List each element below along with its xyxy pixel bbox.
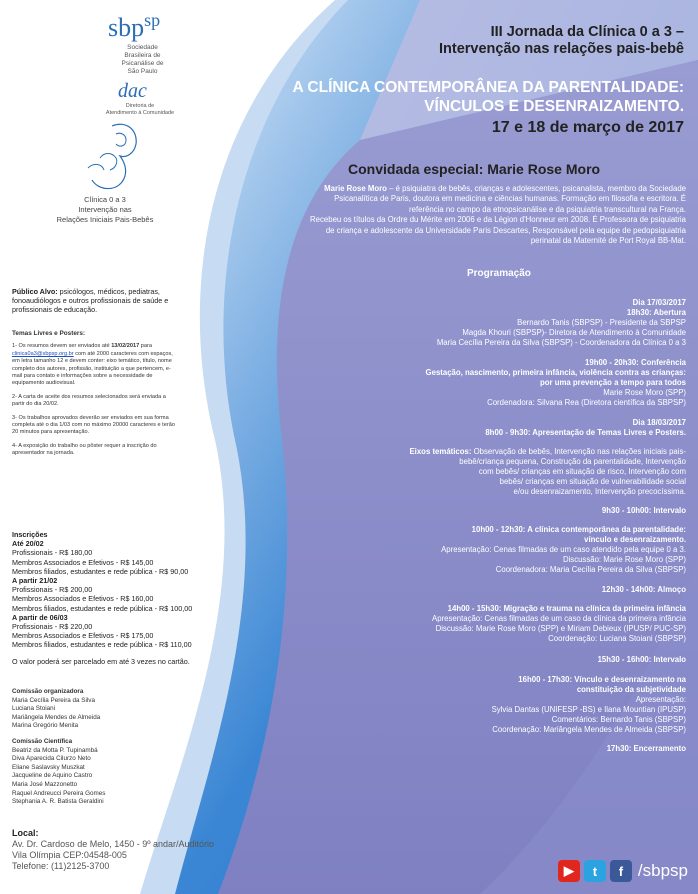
- themes-text: para: [139, 343, 152, 350]
- registration-info: [12, 530, 242, 666]
- committee-member: Jacqueline de Aquino Castro: [12, 772, 93, 780]
- program-day: Dia 17/03/2017: [632, 298, 686, 307]
- event-title: [304, 24, 684, 58]
- event-theme-line2: VÍNCULOS E DESENRAIZAMENTO.: [424, 98, 684, 115]
- program-time: 15h30 - 16h00: Intervalo: [597, 655, 686, 664]
- program-day: Dia 18/03/2017: [632, 418, 686, 427]
- program-line: por uma prevenção a tempo para todos: [539, 378, 686, 388]
- venue: [12, 828, 272, 872]
- guest-name: Marie Rose Moro: [324, 184, 387, 193]
- social-handle[interactable]: /sbpsp: [637, 861, 688, 880]
- program-day1-opening: [326, 298, 686, 348]
- program-session1: [326, 525, 686, 575]
- committee-member: Mariângela Mendes de Almeida: [12, 713, 101, 721]
- guest-bio-line: perinatal da Maternité de Port Royal BB-Mat.: [530, 236, 686, 246]
- program-line: bebê/criança pequena, Construção da parentalidade, Intervenção: [459, 457, 686, 467]
- committees: [12, 688, 162, 807]
- program-time: 14h00 - 15h30: Migração e trauma na clínica da primeira infância: [447, 604, 686, 613]
- program-line: Apresentação: Cenas filmadas de um caso da clínica da primeira infância: [432, 614, 686, 624]
- dac-line: Atendimento à Comunidade: [105, 110, 175, 116]
- themes-rules: [12, 330, 177, 462]
- dac-logo: dac: [118, 80, 147, 102]
- twitter-icon[interactable]: t: [584, 860, 606, 882]
- program-line: Gestação, nascimento, primeira infância, violência contra as crianças:: [425, 368, 686, 378]
- event-theme-line1: A CLÍNICA CONTEMPORÂNEA DA PARENTALIDADE:: [292, 79, 684, 96]
- logo-sp-text: sp: [144, 10, 161, 30]
- themes-title: Temas Livres e Posters:: [12, 330, 86, 337]
- program-line: Discussão: Marie Rose Moro (SPP): [562, 555, 686, 565]
- program-line: vínculo e desenraizamento.: [584, 535, 686, 545]
- program-time: 9h30 - 10h00: Intervalo: [601, 506, 686, 515]
- program-line: Observação de bebês, Intervenção nas relações iniciais pais-: [471, 447, 686, 456]
- registration-title: Inscrições: [12, 530, 48, 539]
- program-line: bebês/ crianças em situação de vulnerabilidade social: [499, 477, 686, 487]
- price-line: Profissionais - R$ 220,00: [12, 622, 93, 632]
- installments-note: O valor poderá ser parcelado em até 3 vezes no cartão.: [12, 656, 190, 666]
- youtube-icon[interactable]: ▶: [558, 860, 580, 882]
- sbpsp-logo: [108, 10, 160, 43]
- program-time: 16h00 - 17h30: Vínculo e desenraizamento na: [518, 675, 686, 684]
- price-line: Membros Associados e Efetivos - R$ 145,00: [12, 557, 154, 567]
- program-line: Comentários: Bernardo Tanis (SBPSP): [551, 715, 686, 725]
- society-line: São Paulo: [127, 68, 158, 75]
- society-line: Brasileira de: [124, 52, 161, 59]
- committee-member: Eliane Saslavsky Muszkat: [12, 763, 85, 771]
- price-line: Membros Associados e Efetivos - R$ 160,00: [12, 594, 154, 604]
- society-line: Psicanálise de: [121, 60, 164, 67]
- guest-bio-line: de criança e adolescente da Universidade Paris Descartes, Responsável pela equipe de pedopsiquiatria: [325, 225, 686, 235]
- event-theme: [264, 78, 684, 116]
- program-session3: [326, 675, 686, 736]
- event-title-line1: III Jornada da Clínica 0 a 3 –: [490, 24, 684, 40]
- guest-bio-line: referência no campo da etnopsicanálise e da psiquiatria transcultural na França.: [409, 204, 686, 214]
- committee-member: Luciana Stoiani: [12, 705, 56, 713]
- venue-address: Av. Dr. Cardoso de Melo, 1450 - 9º andar/Auditório: [12, 839, 215, 849]
- venue-phone: Telefone: (11)2125-3700: [12, 861, 110, 871]
- program-line: Discussão: Marie Rose Moro (SPP) e Miriam Debieux (IPUSP/ PUC-SP): [435, 624, 686, 634]
- program-line: Marie Rose Moro (SPP): [603, 388, 686, 398]
- themes-item: 3- Os trabalhos aprovados deverão ser enviados em sua forma completa até o dia 1/03 com no máximo 20000 caracteres e terão 20 minutos para apresentação.: [12, 414, 175, 436]
- program-interval2: [326, 655, 686, 665]
- themes-text: 1- Os resumos devem ser enviados até: [12, 343, 110, 350]
- program-line: Coordenação: Mariângela Mendes de Almeida (SBPSP): [492, 725, 686, 735]
- event-title-line2: Intervenção nas relações pais-bebê: [439, 41, 684, 57]
- dac-line: Diretoria de: [125, 103, 155, 109]
- program-time: 8h00 - 9h30: Apresentação de Temas Livres e Posters.: [485, 428, 686, 438]
- target-audience: [12, 287, 207, 315]
- price-line: Membros filiados, estudantes e rede pública - R$ 90,00: [12, 566, 189, 576]
- themes-item: 2- A carta de aceite dos resumos selecionados será enviada a partir do dia 20/02.: [12, 393, 166, 408]
- price-line: Membros Associados e Efetivos - R$ 175,00: [12, 631, 154, 641]
- price-period: A partir de 06/03: [12, 612, 68, 622]
- event-date: 17 e 18 de março de 2017: [491, 119, 684, 136]
- committee-member: Marina Gregório Menita: [12, 722, 79, 730]
- program-conference: [326, 358, 686, 408]
- program-closing: [326, 744, 686, 754]
- program-line: Apresentação: Cenas filmadas de um caso atendido pela equipe 0 a 3.: [441, 545, 686, 555]
- audience-text: psicólogos, médicos, pediatras, fonoaudiólogos e outros profissionais de saúde e profissionais de educação.: [12, 287, 169, 315]
- program-line: e/ou desenraizamento, Intervenção precocíssima.: [513, 487, 686, 497]
- clinic-line: Clínica 0 a 3: [84, 195, 126, 204]
- committee-member: Maria Cecília Pereira da Silva: [12, 696, 95, 704]
- guest-bio: [224, 184, 686, 246]
- guest-bio-line: Psicanalítica de Paris, doutora em medicina e ciências humanas. Formação em filosofia e escritora. É: [334, 194, 686, 204]
- logo-sbp-text: sbp: [108, 13, 145, 42]
- program-time: 10h00 - 12h30: A clínica contemporânea da parentalidade:: [471, 525, 686, 534]
- program-time: 12h30 - 14h00: Almoço: [601, 585, 686, 594]
- committee-member: Stephania A. R. Batista Geraldini: [12, 798, 104, 806]
- social-links: [558, 860, 688, 882]
- venue-title: Local:: [12, 828, 39, 838]
- committee-member: Diva Aparecida Cilurzo Neto: [12, 755, 91, 763]
- program-line: Cordenadora: Silvana Rea (Diretora científica da SBPSP): [487, 398, 686, 408]
- program-title: Programação: [467, 268, 531, 279]
- program-line: com bebês/ crianças em situação de risco, Intervenção com: [478, 467, 686, 477]
- guest-bio-line: Recebeu os títulos da Ordre du Mérite em 2006 e da Légion d'Honneur em 2008. É Professora de psiquiatria: [310, 215, 686, 225]
- program-session2: [326, 604, 686, 644]
- themes-text: com até 2000 caracteres com espaços, em letra tamanho 12 e devem conter: eixo temático, título, nome completo dos autores, profissão, instituição a que pertencem, e-mail para contato e informações sobre a necessidade de equipamento audiovisual.: [12, 350, 173, 387]
- clinic-line: Intervenção nas: [78, 205, 132, 214]
- email-link[interactable]: clinica0a3@sbpsp.org.br: [12, 350, 74, 357]
- guest-bio-line: – é psiquiatra de bebês, crianças e adolescentes, psicanalista, membro da Sociedade: [386, 184, 686, 193]
- facebook-icon[interactable]: f: [610, 860, 632, 882]
- committee-title: Comissão Científica: [12, 737, 73, 745]
- themes-item: 4- A exposição do trabalho ou pôster requer a inscrição do apresentador na jornada.: [12, 442, 157, 457]
- price-period: A partir 21/02: [12, 576, 58, 586]
- price-line: Profissionais - R$ 180,00: [12, 548, 93, 558]
- price-line: Membros filiados, estudantes e rede pública - R$ 110,00: [12, 640, 192, 650]
- themes-item: [12, 343, 177, 387]
- program-line: Bernardo Tanis (SBPSP) - Presidente da SBPSP: [517, 318, 686, 328]
- baby-drawing-icon: [82, 118, 146, 196]
- program-line: Magda Khouri (SBPSP)- Diretora de Atendimento à Comunidade: [462, 328, 686, 338]
- audience-label: Público Alvo:: [12, 287, 58, 296]
- price-line: Profissionais - R$ 200,00: [12, 585, 93, 595]
- clinic-line: Relações Iniciais Pais-Bebês: [56, 215, 154, 224]
- themes-date: 13/02/2017: [111, 343, 140, 350]
- committee-member: Maria José Mazzonetto: [12, 780, 78, 788]
- program-time: 18h30: Abertura: [626, 308, 686, 318]
- program-line: Maria Cecília Pereira da Silva (SBPSP) - Coordenadora da Clínica 0 a 3: [436, 338, 686, 348]
- program-time: 19h00 - 20h30: Conferência: [585, 358, 686, 367]
- program-line: Apresentação:: [635, 695, 686, 705]
- clinic-name: [45, 195, 165, 225]
- society-line: Sociedade: [127, 44, 158, 51]
- program-interval1: [326, 506, 686, 516]
- program-label: Eixos temáticos:: [409, 447, 472, 456]
- program-line: constituição da subjetividade: [576, 685, 686, 695]
- program-time: 17h30: Encerramento: [606, 744, 686, 753]
- venue-district: Vila Olímpia CEP:04548-005: [12, 850, 127, 860]
- program-lunch: [326, 585, 686, 595]
- program-line: Sylvia Dantas (UNIFESP -BS) e Ilana Mountian (IPUSP): [491, 705, 686, 715]
- program-themes: [326, 447, 686, 497]
- price-line: Membros filiados, estudantes e rede pública - R$ 100,00: [12, 603, 193, 613]
- committee-member: Beatriz da Motta P. Tupinambá: [12, 746, 98, 754]
- committee-member: Raquel Andreucci Pereira Gomes: [12, 789, 106, 797]
- program-line: Coordenadora: Maria Cecília Pereira da Silva (SBPSP): [495, 565, 686, 575]
- price-period: Até 20/02: [12, 539, 44, 549]
- committee-title: Comissão organizadora: [12, 688, 84, 695]
- guest-title: Convidada especial: Marie Rose Moro: [348, 161, 601, 177]
- society-name: [115, 44, 170, 76]
- program-day2: [326, 418, 686, 438]
- dac-name: [100, 103, 180, 117]
- program-line: Coordenação: Luciana Stoiani (SBPSP): [548, 634, 686, 644]
